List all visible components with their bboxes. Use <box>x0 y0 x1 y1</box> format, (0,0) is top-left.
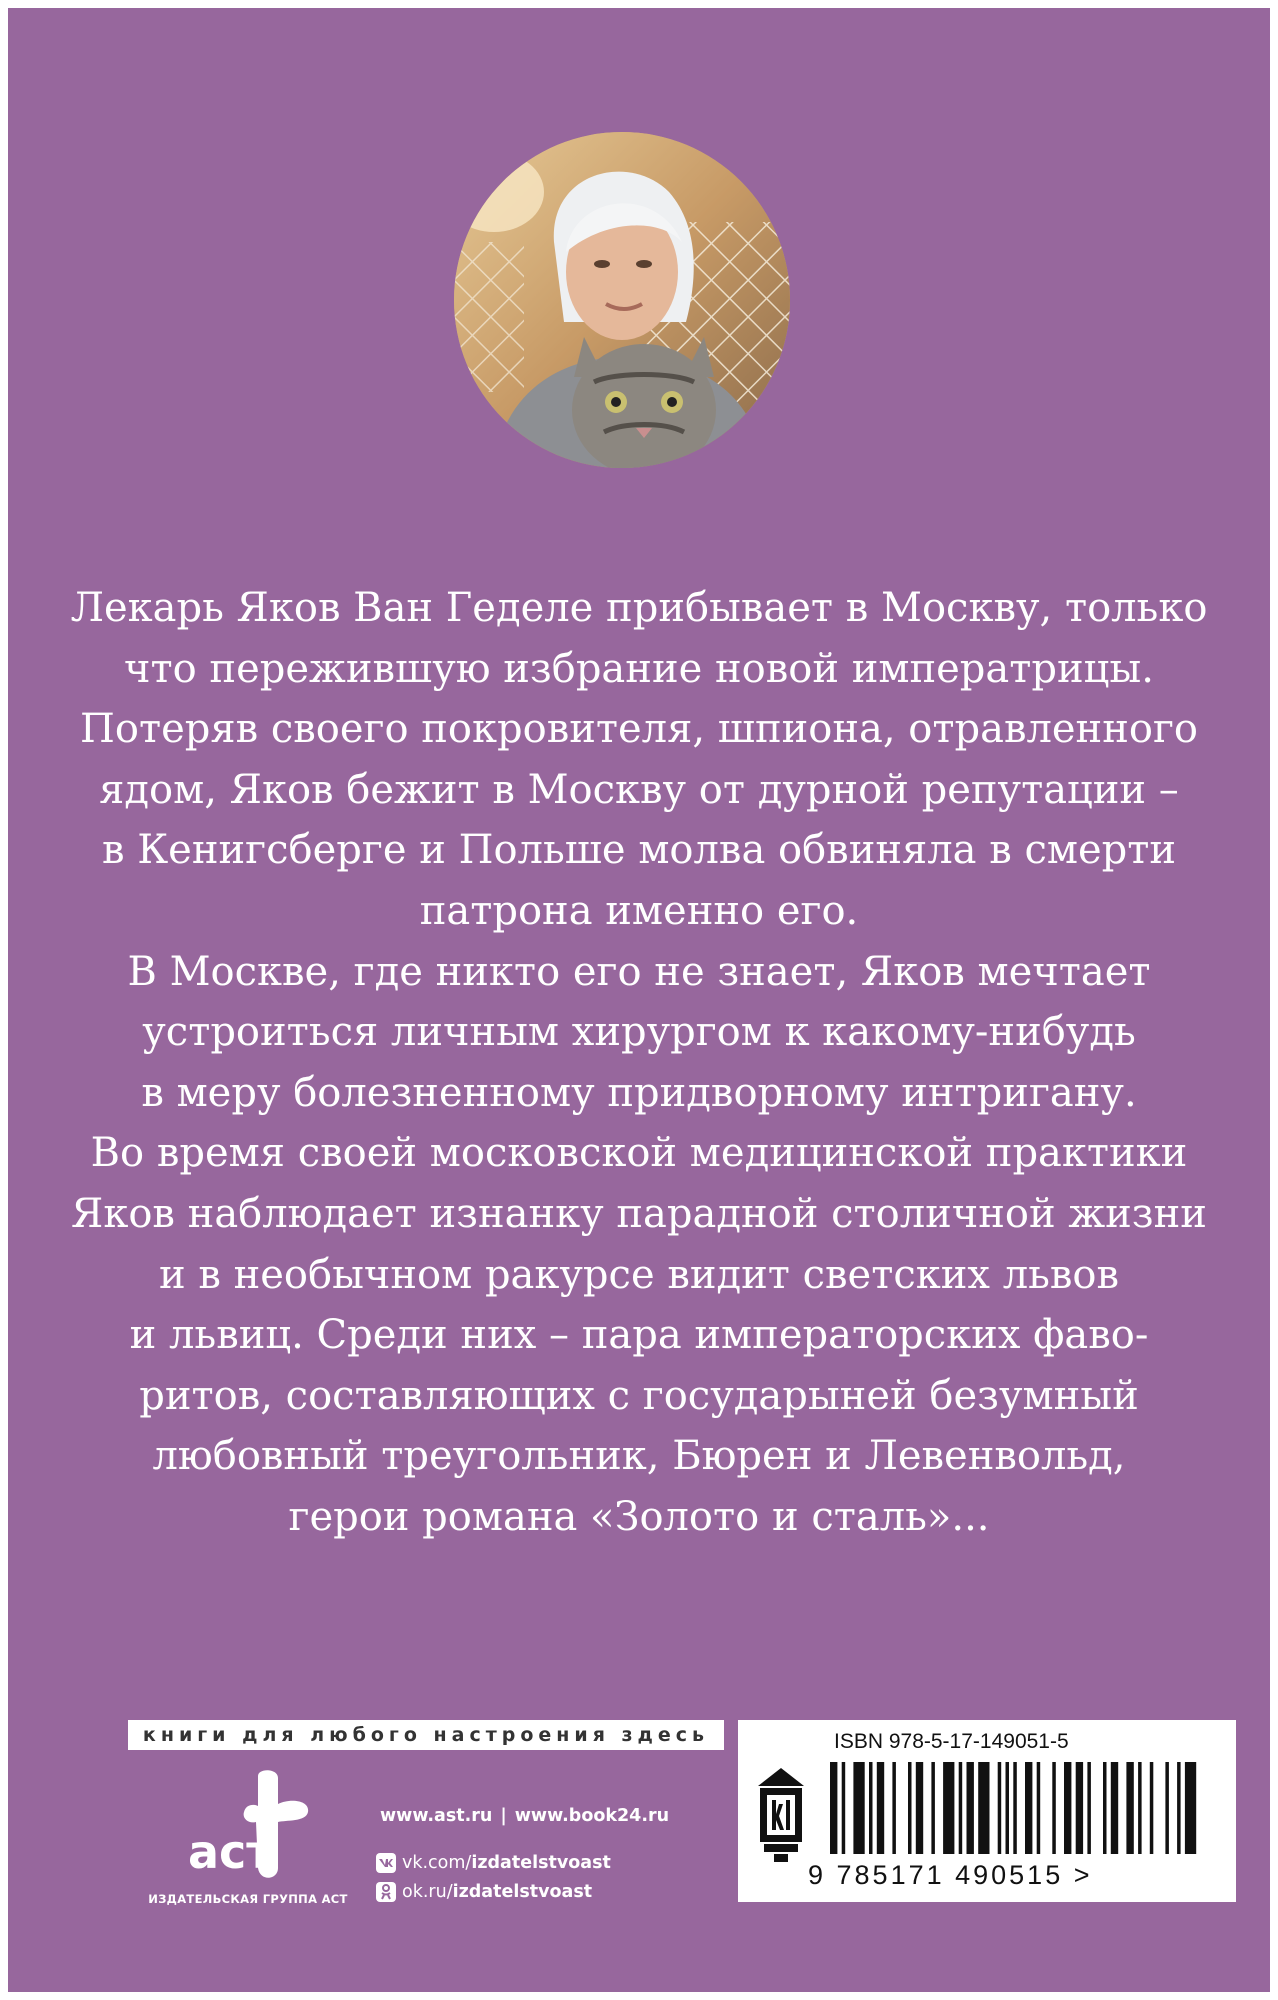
publisher-logo <box>148 1768 348 1908</box>
website-book24-link[interactable]: www.book24.ru <box>514 1806 670 1826</box>
author-photo <box>454 132 790 468</box>
vk-handle: izdatelstvoast <box>471 1853 611 1873</box>
ok-link[interactable] <box>376 1882 592 1902</box>
annotation-line: в Кенигсберге и Польше молва обвиняла в смерти <box>101 827 1177 874</box>
isbn-number: ISBN 978-5-17-149051-5 <box>834 1730 1069 1753</box>
annotation-line: и львиц. Среди них – пара императорских фаво- <box>129 1312 1149 1359</box>
annotation-line: В Москве, где никто его не знает, Яков мечтает <box>127 948 1151 995</box>
barcode-panel <box>738 1720 1236 1902</box>
lantern-icon <box>752 1766 810 1864</box>
slogan-banner: книги для любого настроения здесь <box>128 1720 724 1750</box>
website-ast-link[interactable]: www.ast.ru <box>380 1806 493 1826</box>
vk-prefix: vk.com/ <box>402 1853 472 1873</box>
author-photo-image <box>454 132 790 468</box>
publisher-websites <box>380 1806 669 1826</box>
website-separator: | <box>500 1806 507 1826</box>
annotation-line: Яков наблюдает изнанку парадной столичной жизни <box>71 1190 1207 1237</box>
annotation-line: ядом, Яков бежит в Москву от дурной репутации – <box>99 766 1179 813</box>
ok-icon <box>376 1882 396 1902</box>
back-cover <box>8 8 1270 1992</box>
ast-logo-mark <box>186 1768 316 1888</box>
annotation-line: в меру болезненному придворному интригану. <box>141 1069 1137 1116</box>
vk-link[interactable] <box>376 1853 611 1873</box>
annotation-line: что пережившую избрание новой императрицы. <box>124 645 1154 692</box>
vk-icon <box>376 1853 396 1873</box>
annotation-line: устроиться личным хирургом к какому-нибудь <box>142 1009 1136 1056</box>
annotation-line: Лекарь Яков Ван Геделе прибывает в Москву, только <box>70 585 1208 631</box>
publisher-name: ИЗДАТЕЛЬСКАЯ ГРУППА АСТ <box>148 1892 348 1906</box>
annotation-line: любовный треугольник, Бюрен и Левенвольд, <box>152 1433 1126 1480</box>
barcode-bars <box>826 1762 1206 1858</box>
annotation-line: Потеряв своего покровителя, шпиона, отравленного <box>80 706 1198 753</box>
ok-prefix: ok.ru/ <box>402 1882 453 1902</box>
annotation-line: Во время своей московской медицинской практики <box>90 1130 1188 1177</box>
book-annotation <box>68 578 1210 1548</box>
annotation-line: ритов, составляющих с государыней безумный <box>139 1372 1139 1419</box>
annotation-line: герои романа «Золото и сталь»... <box>288 1493 990 1540</box>
annotation-line: и в необычном ракурсе видит светских львов <box>158 1251 1120 1298</box>
ok-handle: izdatelstvoast <box>452 1882 593 1902</box>
ean-digits: 9 785171 490515 > <box>808 1860 1093 1890</box>
annotation-line: патрона именно его. <box>419 887 859 934</box>
ast-logo-letters: аст <box>188 1825 273 1879</box>
